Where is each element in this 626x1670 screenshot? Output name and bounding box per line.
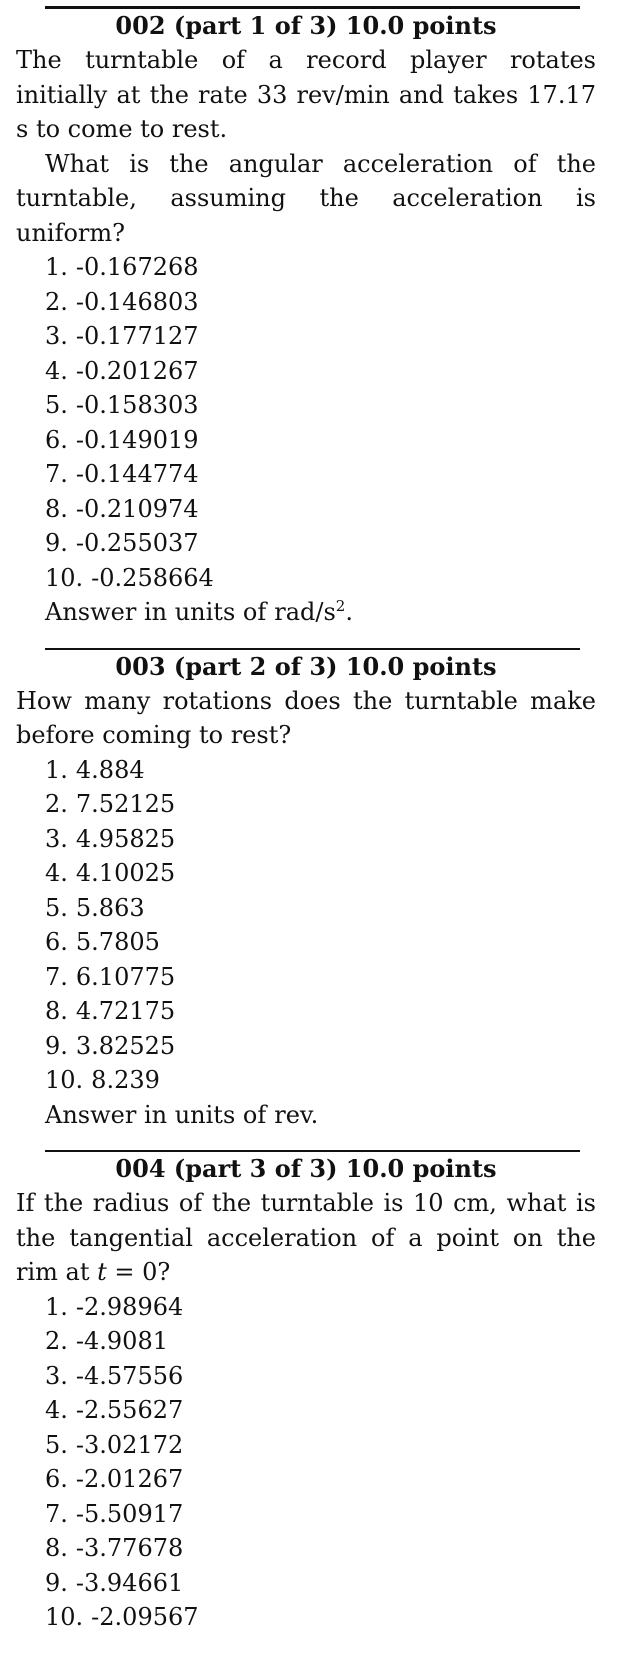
choice-number: 10. bbox=[45, 563, 84, 592]
answer-choice[interactable] bbox=[45, 1428, 596, 1463]
choice-number: 7. bbox=[45, 962, 68, 991]
choice-value: -0.144774 bbox=[75, 460, 199, 488]
answer-choices bbox=[16, 753, 596, 1098]
choice-number: 1. bbox=[45, 253, 68, 281]
choice-value: -0.158303 bbox=[75, 391, 199, 419]
problem-header: 002 (part 1 of 3) 10.0 points bbox=[115, 11, 497, 40]
answer-choice[interactable] bbox=[45, 753, 596, 788]
answer-choice[interactable] bbox=[45, 388, 596, 423]
choice-number: 9. bbox=[45, 529, 68, 557]
answer-choice[interactable] bbox=[45, 319, 596, 354]
choice-number: 2. bbox=[45, 1327, 68, 1355]
answer-choice[interactable] bbox=[45, 1393, 596, 1428]
choice-number: 10. bbox=[45, 1603, 84, 1631]
choice-number: 5. bbox=[45, 1430, 68, 1459]
answer-choices bbox=[16, 1290, 596, 1635]
choice-number: 7. bbox=[45, 460, 68, 488]
choice-number: 9. bbox=[45, 1568, 68, 1597]
choice-value: 4.884 bbox=[75, 755, 145, 784]
answer-choice[interactable] bbox=[45, 1359, 596, 1394]
choice-value: -5.50917 bbox=[75, 1499, 184, 1528]
time-variable: t bbox=[97, 1258, 107, 1286]
choice-value: -0.149019 bbox=[75, 425, 199, 454]
units-suffix: . bbox=[345, 598, 353, 626]
problem-statement bbox=[16, 1186, 596, 1290]
choice-number: 2. bbox=[45, 790, 68, 818]
problem-statement: The turntable of a record player rotates initially at the rate 33 rev/min and takes 17.17 s to come to rest. bbox=[16, 46, 596, 143]
answer-choice[interactable] bbox=[45, 1531, 596, 1566]
answer-choice[interactable] bbox=[45, 1290, 596, 1325]
choice-value: -2.55627 bbox=[75, 1396, 184, 1424]
choice-value: -2.09567 bbox=[91, 1603, 199, 1631]
choice-number: 3. bbox=[45, 322, 68, 350]
units-prefix: Answer in units of bbox=[45, 598, 267, 626]
choice-number: 10. bbox=[45, 1066, 84, 1094]
choice-number: 1. bbox=[45, 1292, 68, 1321]
choice-value: 6.10775 bbox=[75, 962, 176, 991]
answer-choice[interactable] bbox=[45, 1497, 596, 1532]
answer-choice[interactable] bbox=[45, 1566, 596, 1601]
choice-number: 9. bbox=[45, 1031, 68, 1060]
units-base: rev bbox=[274, 1100, 311, 1129]
answer-choice[interactable] bbox=[45, 250, 596, 285]
answer-choice[interactable] bbox=[45, 822, 596, 857]
choice-value: -0.167268 bbox=[75, 253, 199, 281]
choice-number: 4. bbox=[45, 859, 68, 887]
answer-units bbox=[16, 1098, 596, 1133]
choice-value: -0.177127 bbox=[75, 322, 199, 350]
choice-number: 8. bbox=[45, 1534, 68, 1562]
answer-choice[interactable] bbox=[45, 457, 596, 492]
choice-value: -4.57556 bbox=[75, 1361, 184, 1390]
choice-value: 4.95825 bbox=[75, 824, 176, 853]
choice-value: 3.82525 bbox=[75, 1031, 176, 1060]
problem-header: 003 (part 2 of 3) 10.0 points bbox=[115, 651, 497, 681]
answer-choice[interactable] bbox=[45, 1462, 596, 1497]
choice-value: -0.258664 bbox=[91, 563, 214, 592]
answer-choice[interactable] bbox=[45, 354, 596, 389]
units-exponent: 2 bbox=[335, 597, 346, 615]
answer-choice[interactable] bbox=[45, 925, 596, 960]
answer-choice[interactable] bbox=[45, 1063, 596, 1098]
answer-choice[interactable] bbox=[45, 1324, 596, 1359]
answer-choice[interactable] bbox=[45, 960, 596, 995]
choice-number: 2. bbox=[45, 287, 68, 316]
units-base: rad/s bbox=[274, 598, 336, 626]
answer-choice[interactable] bbox=[45, 561, 596, 596]
problem-header: 004 (part 3 of 3) 10.0 points bbox=[115, 1154, 497, 1183]
units-suffix: . bbox=[310, 1100, 319, 1129]
problem-002 bbox=[16, 9, 596, 630]
units-value bbox=[274, 598, 345, 626]
document-page bbox=[16, 0, 596, 1635]
choice-value: -4.9081 bbox=[75, 1327, 168, 1355]
choice-value: -3.02172 bbox=[75, 1430, 184, 1459]
choice-number: 5. bbox=[45, 893, 68, 922]
choice-number: 6. bbox=[45, 425, 68, 454]
answer-units bbox=[16, 595, 596, 630]
choice-value: 5.863 bbox=[75, 893, 145, 922]
problem-003 bbox=[16, 650, 596, 1133]
problem-question: What is the angular acceleration of the turntable, assuming the acceleration is uniform? bbox=[16, 149, 596, 247]
choice-number: 8. bbox=[45, 494, 68, 523]
answer-choice[interactable] bbox=[45, 787, 596, 822]
answer-choice[interactable] bbox=[45, 1029, 596, 1064]
units-prefix: Answer in units of bbox=[45, 1100, 267, 1129]
answer-choice[interactable] bbox=[45, 423, 596, 458]
choice-value: -2.98964 bbox=[75, 1292, 184, 1321]
choice-number: 4. bbox=[45, 1396, 68, 1424]
problem-004 bbox=[16, 1152, 596, 1635]
choice-number: 4. bbox=[45, 356, 68, 385]
answer-choice[interactable] bbox=[45, 285, 596, 320]
answer-choice[interactable] bbox=[45, 526, 596, 561]
statement-text: If the radius of the turntable is 10 cm, what is the tangential acceleration of a point on the rim at bbox=[16, 1189, 596, 1286]
choice-value: -3.94661 bbox=[75, 1568, 184, 1597]
choice-value: -2.01267 bbox=[75, 1465, 184, 1493]
choice-value: -0.210974 bbox=[75, 494, 199, 523]
choice-value: 4.72175 bbox=[75, 997, 176, 1025]
choice-value: 5.7805 bbox=[75, 928, 160, 956]
choice-value: 8.239 bbox=[91, 1066, 160, 1094]
choice-value: -0.146803 bbox=[75, 287, 199, 316]
choice-number: 8. bbox=[45, 997, 68, 1025]
answer-choice[interactable] bbox=[45, 994, 596, 1029]
choice-number: 7. bbox=[45, 1499, 68, 1528]
choice-number: 6. bbox=[45, 1465, 68, 1493]
choice-number: 6. bbox=[45, 928, 68, 956]
statement-text-end: = 0? bbox=[106, 1258, 171, 1286]
choice-value: 4.10025 bbox=[75, 859, 176, 887]
choice-value: -0.201267 bbox=[75, 356, 199, 385]
choice-number: 1. bbox=[45, 755, 68, 784]
answer-choice[interactable] bbox=[45, 1600, 596, 1635]
choice-value: -3.77678 bbox=[75, 1534, 184, 1562]
answer-choice[interactable] bbox=[45, 492, 596, 527]
choice-value: -0.255037 bbox=[75, 529, 199, 557]
choice-value: 7.52125 bbox=[75, 790, 176, 818]
choice-number: 5. bbox=[45, 391, 68, 419]
answer-choice[interactable] bbox=[45, 856, 596, 891]
choice-number: 3. bbox=[45, 824, 68, 853]
answer-choices bbox=[16, 250, 596, 595]
problem-statement: How many rotations does the turntable make before coming to rest? bbox=[16, 686, 596, 749]
answer-choice[interactable] bbox=[45, 891, 596, 926]
choice-number: 3. bbox=[45, 1361, 68, 1390]
